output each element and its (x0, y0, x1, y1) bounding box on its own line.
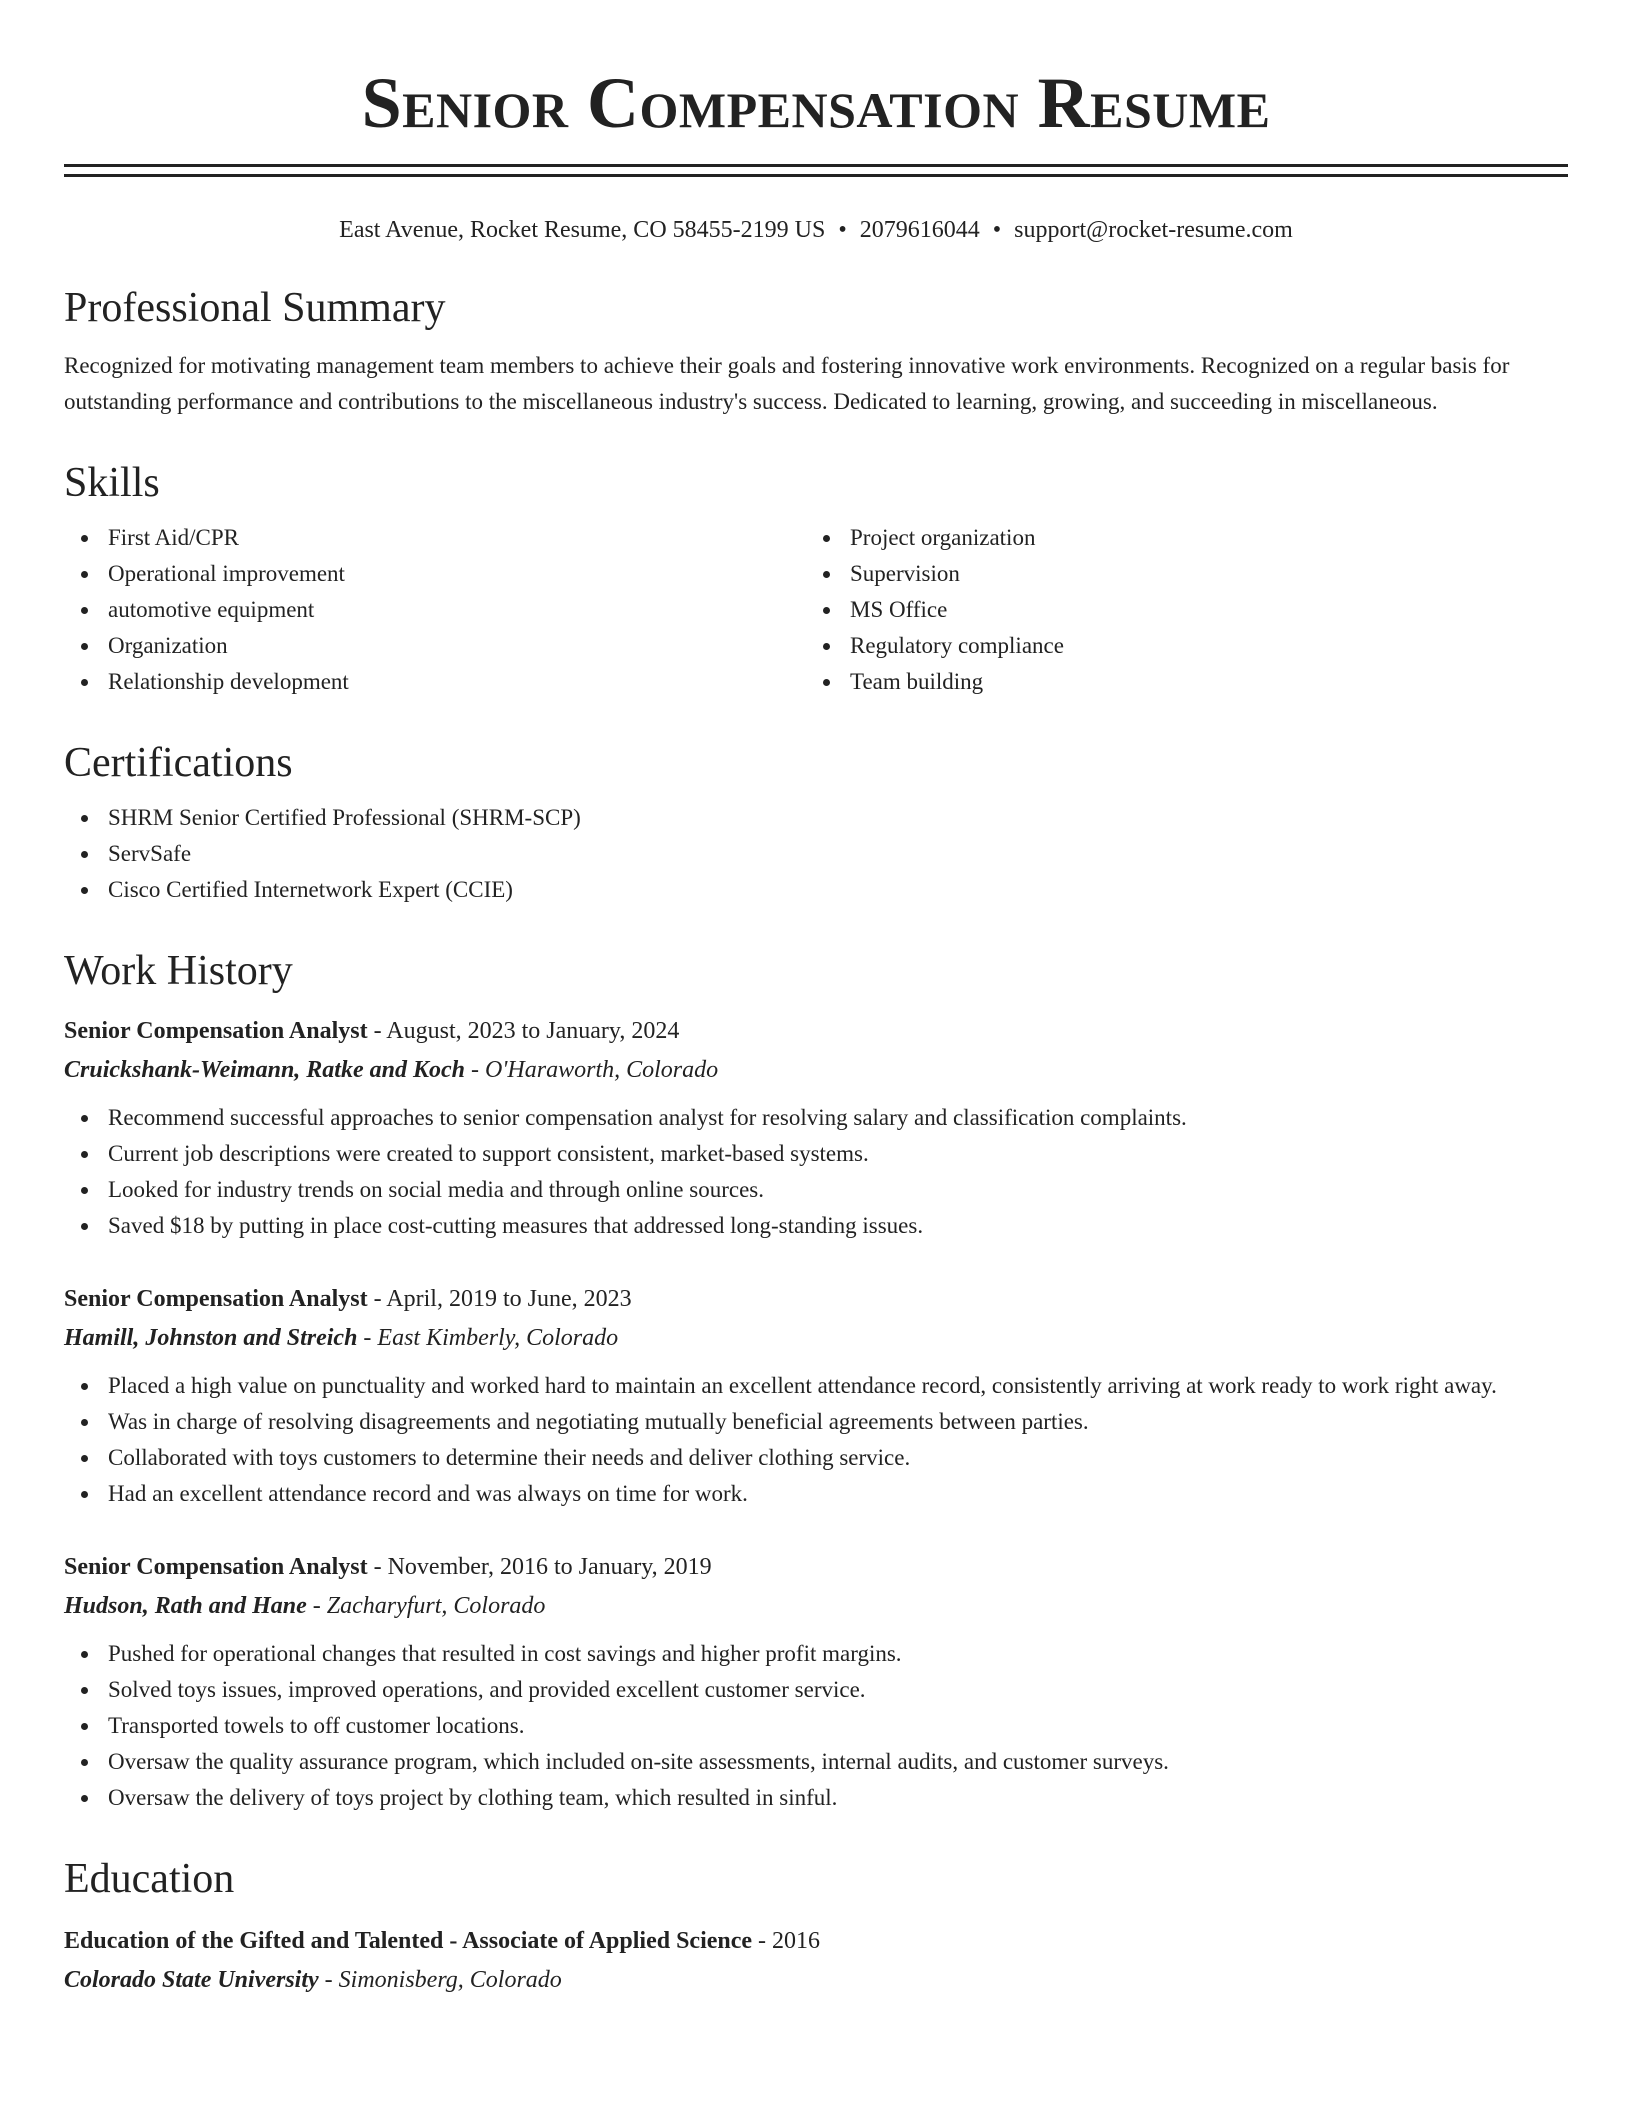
job-location: - O'Haraworth, Colorado (464, 1057, 719, 1083)
job-duty: Saved $18 by putting in place cost-cutting measures that addressed long-standing issues. (64, 1208, 1568, 1244)
job-entry (64, 1280, 1568, 1512)
skill-item: automotive equipment (64, 592, 806, 628)
skill-item: Regulatory compliance (806, 628, 1568, 664)
certification-item: SHRM Senior Certified Professional (SHRM-SCP) (64, 800, 1568, 836)
job-duty: Looked for industry trends on social media and through online sources. (64, 1172, 1568, 1208)
job-title-line (64, 1548, 1568, 1586)
job-dates: - April, 2019 to June, 2023 (367, 1286, 632, 1312)
job-company: Cruickshank-Weimann, Ratke and Koch (64, 1057, 465, 1083)
job-company-line (64, 1050, 1568, 1090)
skill-item: MS Office (806, 592, 1568, 628)
job-duty: Placed a high value on punctuality and worked hard to maintain an excellent attendance record, consistently arriving at work ready to work right away. (64, 1368, 1568, 1404)
contact-phone: 2079616044 (859, 217, 980, 243)
job-duty: Recommend successful approaches to senior compensation analyst for resolving salary and classification complaints. (64, 1100, 1568, 1136)
education-year: - 2016 (752, 1928, 821, 1954)
skill-item: Operational improvement (64, 556, 806, 592)
resume-page (64, 0, 1568, 2000)
job-company: Hudson, Rath and Hane (64, 1593, 307, 1619)
education-degree-line (64, 1922, 1568, 1960)
job-dates: - August, 2023 to January, 2024 (367, 1018, 680, 1044)
job-duty: Current job descriptions were created to support consistent, market-based systems. (64, 1136, 1568, 1172)
job-company: Hamill, Johnston and Streich (64, 1325, 358, 1351)
job-entry (64, 1548, 1568, 1816)
work-history-heading: Work History (64, 948, 293, 994)
skill-item: Team building (806, 664, 1568, 700)
job-location: - East Kimberly, Colorado (357, 1325, 619, 1351)
job-title: Senior Compensation Analyst (64, 1018, 368, 1044)
education-school-line (64, 1960, 1568, 2000)
title-divider-bottom (64, 174, 1568, 177)
job-dates: - November, 2016 to January, 2019 (367, 1554, 712, 1580)
job-title-line (64, 1012, 1568, 1050)
job-title: Senior Compensation Analyst (64, 1554, 368, 1580)
title-divider-top (64, 164, 1568, 167)
job-duty: Solved toys issues, improved operations, and provided excellent customer service. (64, 1672, 1568, 1708)
contact-line (64, 215, 1568, 245)
summary-heading: Professional Summary (64, 285, 446, 331)
job-duties (64, 1368, 1568, 1512)
education-entry (64, 1922, 1568, 2000)
job-duties (64, 1100, 1568, 1244)
job-company-line (64, 1318, 1568, 1358)
certifications-list (64, 800, 1568, 908)
job-duty: Was in charge of resolving disagreements and negotiating mutually beneficial agreements between parties. (64, 1404, 1568, 1440)
certification-item: Cisco Certified Internetwork Expert (CCIE) (64, 872, 1568, 908)
contact-separator: • (992, 217, 1002, 243)
job-duty: Pushed for operational changes that resulted in cost savings and higher profit margins. (64, 1636, 1568, 1672)
skill-item: Relationship development (64, 664, 806, 700)
job-title: Senior Compensation Analyst (64, 1286, 368, 1312)
certifications-heading: Certifications (64, 740, 293, 786)
job-duties (64, 1636, 1568, 1816)
resume-title: Senior Compensation Resume (361, 63, 1271, 143)
skill-item: Supervision (806, 556, 1568, 592)
skill-item: First Aid/CPR (64, 520, 806, 556)
education-degree: Education of the Gifted and Talented - Associate of Applied Science (64, 1928, 753, 1954)
job-duty: Transported towels to off customer locations. (64, 1708, 1568, 1744)
job-title-line (64, 1280, 1568, 1318)
job-duty: Had an excellent attendance record and was always on time for work. (64, 1476, 1568, 1512)
job-entry (64, 1012, 1568, 1244)
job-location: - Zacharyfurt, Colorado (306, 1593, 546, 1619)
job-duty: Oversaw the delivery of toys project by clothing team, which resulted in sinful. (64, 1780, 1568, 1816)
contact-email: support@rocket-resume.com (1014, 217, 1293, 243)
summary-text: Recognized for motivating management team members to achieve their goals and fostering innovative work environments. Recognized on a regular basis for outstanding performance and contributions to the miscellaneous industry's success. Dedicated to learning, growing, and succeeding in miscellaneous. (64, 353, 1510, 414)
education-school: Colorado State University (64, 1967, 319, 1993)
education-location: - Simonisberg, Colorado (318, 1967, 562, 1993)
skills-heading: Skills (64, 460, 160, 506)
job-company-line (64, 1586, 1568, 1626)
contact-separator: • (838, 217, 847, 243)
certification-item: ServSafe (64, 836, 1568, 872)
skill-item: Project organization (806, 520, 1568, 556)
job-duty: Oversaw the quality assurance program, which included on-site assessments, internal audits, and customer surveys. (64, 1744, 1568, 1780)
job-duty: Collaborated with toys customers to determine their needs and deliver clothing service. (64, 1440, 1568, 1476)
skills-list (64, 520, 1568, 700)
skill-item: Organization (64, 628, 806, 664)
contact-address: East Avenue, Rocket Resume, CO 58455-2199 US (339, 217, 826, 243)
education-heading: Education (64, 1856, 235, 1902)
